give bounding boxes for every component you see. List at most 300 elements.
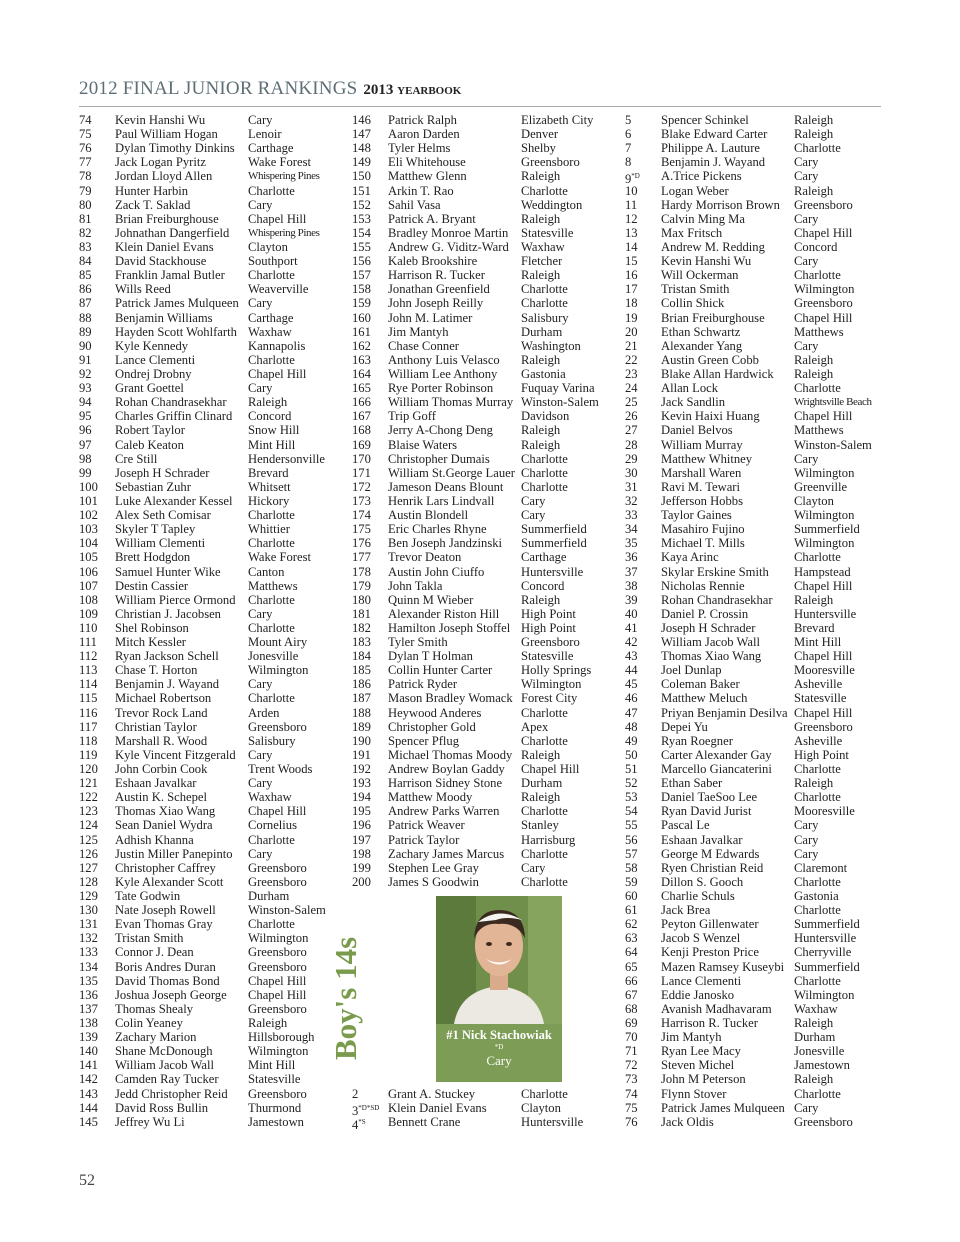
header-rule bbox=[79, 106, 881, 107]
player-city: Carthage bbox=[248, 310, 294, 325]
rank-number: 65 bbox=[625, 959, 638, 974]
player-city: Chapel Hill bbox=[248, 973, 307, 988]
player-city: Cary bbox=[521, 493, 546, 508]
player-city: Durham bbox=[248, 889, 290, 904]
player-name: Blaise Waters bbox=[388, 437, 458, 452]
player-city: Charlotte bbox=[794, 141, 841, 156]
player-name: John M Peterson bbox=[661, 1072, 746, 1087]
player-city: Charlotte bbox=[794, 268, 841, 283]
player-city: Charlotte bbox=[248, 917, 295, 932]
player-city: Whitsett bbox=[248, 479, 291, 494]
player-name: Klein Daniel Evans bbox=[115, 239, 214, 254]
player-city: Waxhaw bbox=[521, 239, 565, 254]
player-name: David Thomas Bond bbox=[115, 973, 220, 988]
player-city: Charlotte bbox=[248, 620, 295, 635]
player-name: Calvin Ming Ma bbox=[661, 211, 745, 226]
player-name: Jeffrey Wu Li bbox=[115, 1114, 185, 1129]
player-city: Charlotte bbox=[248, 691, 295, 706]
rank-number: 44 bbox=[625, 663, 638, 678]
player-city: Cary bbox=[248, 113, 273, 127]
player-city: Raleigh bbox=[794, 1072, 834, 1087]
rank-number: 178 bbox=[352, 564, 371, 579]
player-city: Chapel Hill bbox=[794, 705, 853, 720]
player-city: Cary bbox=[248, 776, 273, 791]
player-name: Colin Yeaney bbox=[115, 1016, 183, 1030]
rank-number: 56 bbox=[625, 832, 638, 847]
player-name: Alex Seth Comisar bbox=[115, 508, 211, 523]
player-name: Christopher Caffrey bbox=[115, 860, 216, 875]
player-city: Durham bbox=[794, 1030, 836, 1045]
rank-number: 124 bbox=[79, 818, 98, 833]
player-city: Cary bbox=[248, 677, 273, 692]
player-name: Marcello Giancaterini bbox=[661, 762, 772, 777]
rank-number: 130 bbox=[79, 903, 98, 918]
player-city: Wilmington bbox=[794, 508, 855, 523]
rank-number: 137 bbox=[79, 1001, 98, 1016]
player-city: Apex bbox=[521, 719, 549, 734]
rank-number: 72 bbox=[625, 1058, 638, 1073]
player-city: Winston-Salem bbox=[521, 395, 599, 410]
player-city: Charlotte bbox=[248, 352, 295, 367]
player-name: Rohan Chandrasekhar bbox=[661, 592, 773, 607]
player-city: Statesville bbox=[521, 649, 574, 664]
player-name: Jack Oldis bbox=[661, 1114, 714, 1129]
player-name: Eric Charles Rhyne bbox=[388, 522, 487, 537]
player-city: High Point bbox=[521, 620, 576, 635]
rank-number: 78 bbox=[79, 169, 92, 184]
rank-number: 194 bbox=[352, 790, 371, 805]
player-city: Waxhaw bbox=[794, 1001, 838, 1016]
player-name: Franklin Jamal Butler bbox=[115, 268, 225, 283]
rank-number: 193 bbox=[352, 776, 371, 791]
player-city: Charlotte bbox=[794, 381, 841, 396]
player-name: Mazen Ramsey Kuseybi bbox=[661, 959, 785, 974]
player-city: Charlotte bbox=[794, 790, 841, 805]
rank-number: 111 bbox=[79, 635, 97, 650]
player-city: Concord bbox=[248, 409, 292, 424]
rank-number: 149 bbox=[352, 155, 371, 170]
rank-number: 166 bbox=[352, 395, 371, 410]
player-city: Charlotte bbox=[248, 832, 295, 847]
rank-number: 142 bbox=[79, 1072, 98, 1087]
player-name: Lance Clementi bbox=[115, 352, 196, 367]
rank-number: 187 bbox=[352, 691, 371, 706]
player-city: Statesville bbox=[248, 1072, 301, 1087]
player-city: Charlotte bbox=[521, 451, 568, 466]
rank-number: 167 bbox=[352, 409, 371, 424]
rank-number: 172 bbox=[352, 479, 371, 494]
player-name: Jacob S Wenzel bbox=[661, 931, 741, 946]
player-city: Charlotte bbox=[521, 1087, 568, 1101]
player-name: Patrick Weaver bbox=[388, 818, 465, 833]
player-name: Taylor Gaines bbox=[661, 508, 732, 523]
rank-number: 126 bbox=[79, 846, 98, 861]
rank-number: 125 bbox=[79, 832, 98, 847]
player-city: Chapel Hill bbox=[794, 578, 853, 593]
player-name: Cre Still bbox=[115, 451, 158, 466]
player-name: Patrick Ryder bbox=[388, 677, 458, 692]
rank-number: 28 bbox=[625, 437, 638, 452]
player-city: Raleigh bbox=[521, 437, 561, 452]
rank-number: 191 bbox=[352, 747, 371, 762]
rank-number: 186 bbox=[352, 677, 371, 692]
player-city: Charlotte bbox=[248, 183, 295, 198]
player-name: Logan Weber bbox=[661, 183, 729, 198]
player-name: Bennett Crane bbox=[388, 1115, 461, 1130]
player-city: Denver bbox=[521, 127, 559, 142]
rank-number: 146 bbox=[352, 113, 371, 127]
rank-number: 171 bbox=[352, 465, 371, 480]
rank-number: 139 bbox=[79, 1030, 98, 1045]
page-header bbox=[79, 78, 461, 100]
player-name: Allan Lock bbox=[661, 381, 719, 396]
player-name: Eli Whitehouse bbox=[388, 155, 466, 170]
rank-number: 37 bbox=[625, 564, 638, 579]
player-name: Patrick A. Bryant bbox=[388, 211, 476, 226]
rank-number: 25 bbox=[625, 395, 638, 410]
rank-number: 123 bbox=[79, 804, 98, 819]
player-name: Blake Allan Hardwick bbox=[661, 366, 774, 381]
player-city: Salisbury bbox=[248, 733, 296, 748]
player-name: Chase Conner bbox=[388, 338, 459, 353]
rank-number: $4^{*S}$ bbox=[352, 1118, 366, 1133]
player-name: Spencer Schinkel bbox=[661, 113, 749, 127]
rank-number: 131 bbox=[79, 917, 98, 932]
player-name: Robert Taylor bbox=[115, 423, 185, 438]
player-city: Chapel Hill bbox=[794, 310, 853, 325]
rank-number: 12 bbox=[625, 211, 638, 226]
player-city: Fletcher bbox=[521, 254, 563, 269]
player-city: Concord bbox=[521, 578, 565, 593]
player-city: Wilmington bbox=[521, 677, 582, 692]
rank-number: 135 bbox=[79, 973, 98, 988]
player-name: Jameson Deans Blount bbox=[388, 479, 504, 494]
rank-seed-note: *D*SD bbox=[358, 1104, 380, 1113]
rank-number: 76 bbox=[79, 141, 92, 156]
rank-number: 22 bbox=[625, 352, 638, 367]
player-city: Trent Woods bbox=[248, 762, 313, 777]
player-city: Huntersville bbox=[521, 1115, 584, 1130]
player-name: Jack Sandlin bbox=[661, 395, 726, 410]
player-city: Washington bbox=[521, 338, 581, 353]
player-name: Austin K. Schepel bbox=[115, 790, 207, 805]
rank-number: 27 bbox=[625, 423, 638, 438]
player-name: John Corbin Cook bbox=[115, 762, 208, 777]
rank-number: 85 bbox=[79, 268, 92, 283]
player-name: Wills Reed bbox=[115, 282, 171, 297]
player-city: Stanley bbox=[521, 818, 559, 833]
player-name: Anthony Luis Velasco bbox=[388, 352, 500, 367]
player-city: Hillsborough bbox=[248, 1030, 315, 1045]
rank-number: $3^{*D*SD}$ bbox=[352, 1104, 380, 1119]
player-name: Mitch Kessler bbox=[115, 635, 186, 650]
rank-number: 154 bbox=[352, 225, 371, 240]
player-name: Steven Michel bbox=[661, 1058, 735, 1073]
rank-number: 82 bbox=[79, 225, 92, 240]
player-city: Cherryville bbox=[794, 945, 852, 960]
rank-number: 50 bbox=[625, 747, 638, 762]
player-name: Kyle Kennedy bbox=[115, 338, 189, 353]
player-city: Charlotte bbox=[521, 479, 568, 494]
player-name: Benjamin J. Wayand bbox=[661, 155, 766, 170]
player-name: Trevor Deaton bbox=[388, 550, 462, 565]
player-city: Charlotte bbox=[248, 508, 295, 523]
player-city: Whispering Pines bbox=[248, 170, 320, 183]
rank-number: 160 bbox=[352, 310, 371, 325]
player-name: Grant Goettel bbox=[115, 381, 184, 396]
player-city: Carthage bbox=[521, 550, 567, 565]
player-city: Wilmington bbox=[248, 1044, 309, 1059]
player-name: William Pierce Ormond bbox=[115, 592, 236, 607]
player-name: Sahil Vasa bbox=[388, 197, 441, 212]
player-city: Wilmington bbox=[248, 931, 309, 946]
player-name: Max Fritsch bbox=[661, 225, 723, 240]
rank-number: 175 bbox=[352, 522, 371, 537]
player-name: William Jacob Wall bbox=[661, 635, 760, 650]
player-name: Depei Yu bbox=[661, 719, 708, 734]
player-city: Chapel Hill bbox=[248, 366, 307, 381]
player-city: Cary bbox=[794, 338, 819, 353]
rank-number: 174 bbox=[352, 508, 371, 523]
player-city: Summerfield bbox=[521, 522, 587, 537]
rank-number: 163 bbox=[352, 352, 371, 367]
player-city: Charlotte bbox=[521, 846, 568, 861]
player-name: Zack T. Saklad bbox=[115, 197, 191, 212]
player-name: William Murray bbox=[661, 437, 743, 452]
player-name: Stephen Lee Gray bbox=[388, 860, 479, 875]
player-city: Summerfield bbox=[794, 917, 860, 932]
player-city: Summerfield bbox=[794, 959, 860, 974]
player-name: Tate Godwin bbox=[115, 889, 181, 904]
rank-number: 49 bbox=[625, 733, 638, 748]
player-name: Ryan David Jurist bbox=[661, 804, 752, 819]
rank-number: 69 bbox=[625, 1016, 638, 1030]
rank-number: 73 bbox=[625, 1072, 638, 1087]
rank-number: 190 bbox=[352, 733, 371, 748]
player-name: Ravi M. Tewari bbox=[661, 479, 740, 494]
rank-number: 198 bbox=[352, 846, 371, 861]
rank-number: 98 bbox=[79, 451, 92, 466]
player-name: Skylar Erskine Smith bbox=[661, 564, 769, 579]
player-city: Wake Forest bbox=[248, 155, 311, 170]
player-name: Klein Daniel Evans bbox=[388, 1101, 487, 1116]
rank-number: 54 bbox=[625, 804, 638, 819]
player-name: Jefferson Hobbs bbox=[661, 493, 743, 508]
player-name: Ethan Schwartz bbox=[661, 324, 741, 339]
rank-number: 122 bbox=[79, 790, 98, 805]
rank-number: 13 bbox=[625, 225, 638, 240]
player-name: Tyler Helms bbox=[388, 141, 451, 156]
player-name: Rye Porter Robinson bbox=[388, 381, 494, 396]
rank-number: 75 bbox=[625, 1100, 638, 1115]
player-city: Greensboro bbox=[248, 1001, 307, 1016]
rank-number: 168 bbox=[352, 423, 371, 438]
rank-number: 114 bbox=[79, 677, 98, 692]
player-name: Blake Edward Carter bbox=[661, 127, 768, 142]
rank-number: 133 bbox=[79, 945, 98, 960]
photo-caption-name: #1 Nick Stachowiak bbox=[446, 1028, 552, 1042]
player-city: Raleigh bbox=[248, 395, 288, 410]
player-name: Carter Alexander Gay bbox=[661, 747, 772, 762]
rank-number: 101 bbox=[79, 493, 98, 508]
rank-number: 24 bbox=[625, 381, 638, 396]
player-city: Raleigh bbox=[248, 1016, 288, 1030]
player-name: Hardy Morrison Brown bbox=[661, 197, 780, 212]
player-name: Patrick Ralph bbox=[388, 113, 457, 127]
player-name: John Takla bbox=[388, 578, 443, 593]
player-city: Wilmington bbox=[794, 282, 855, 297]
player-name: Hayden Scott Wohlfarth bbox=[115, 324, 237, 339]
player-name: Nicholas Rennie bbox=[661, 578, 745, 593]
rank-number: 115 bbox=[79, 691, 98, 706]
player-city: Clayton bbox=[248, 239, 288, 254]
rank-number: 67 bbox=[625, 987, 638, 1002]
player-city: Charlotte bbox=[248, 592, 295, 607]
player-city: Jonesville bbox=[248, 649, 299, 664]
player-city: Greenville bbox=[794, 479, 848, 494]
player-city: Clayton bbox=[521, 1101, 561, 1116]
player-city: Claremont bbox=[794, 860, 848, 875]
player-name: Priyan Benjamin Desilva bbox=[661, 705, 788, 720]
player-city: Greensboro bbox=[794, 719, 853, 734]
rank-number: 179 bbox=[352, 578, 371, 593]
player-city: Fuquay Varina bbox=[521, 381, 595, 396]
player-name: Marshall Waren bbox=[661, 465, 742, 480]
header-title: 2012 FINAL JUNIOR RANKINGS bbox=[79, 78, 358, 99]
rank-number: 97 bbox=[79, 437, 92, 452]
player-city: Greensboro bbox=[248, 719, 307, 734]
player-city: Raleigh bbox=[521, 423, 561, 438]
player-city: Cary bbox=[248, 747, 273, 762]
player-name: Zachary James Marcus bbox=[388, 846, 505, 861]
player-city: Mount Airy bbox=[248, 635, 308, 650]
rank-number: 18 bbox=[625, 296, 638, 311]
player-city: Greensboro bbox=[248, 945, 307, 960]
player-name: Caleb Keaton bbox=[115, 437, 184, 452]
player-city: Raleigh bbox=[521, 268, 561, 283]
rank-number: 120 bbox=[79, 762, 98, 777]
rank-number: 55 bbox=[625, 818, 638, 833]
player-name: Jim Mantyh bbox=[388, 324, 449, 339]
player-city: Mint Hill bbox=[248, 437, 296, 452]
player-city: Raleigh bbox=[794, 113, 834, 127]
player-city: Huntersville bbox=[521, 564, 584, 579]
player-city: Charlotte bbox=[521, 804, 568, 819]
player-name: Jordan Lloyd Allen bbox=[115, 169, 213, 184]
rank-number: 23 bbox=[625, 366, 638, 381]
player-city: Greensboro bbox=[521, 635, 580, 650]
rank-number: 70 bbox=[625, 1030, 638, 1045]
player-city: Greensboro bbox=[248, 874, 307, 889]
player-city: Matthews bbox=[794, 324, 844, 339]
rank-number: $9^{*D}$ bbox=[625, 172, 640, 187]
player-city: Weddington bbox=[521, 197, 583, 212]
player-name: Nate Joseph Rowell bbox=[115, 903, 216, 918]
player-name: Brian Freiburghouse bbox=[661, 310, 765, 325]
rank-number: 105 bbox=[79, 550, 98, 565]
rank-number: 26 bbox=[625, 409, 638, 424]
rank-number: 86 bbox=[79, 282, 92, 297]
player-name: Thomas Xiao Wang bbox=[115, 804, 216, 819]
player-city: Raleigh bbox=[794, 776, 834, 791]
rank-number: 20 bbox=[625, 324, 638, 339]
player-city: Harrisburg bbox=[521, 832, 576, 847]
rank-number: 38 bbox=[625, 578, 638, 593]
rank-number: 66 bbox=[625, 973, 638, 988]
player-city: Greensboro bbox=[248, 1086, 307, 1101]
player-city: Winston-Salem bbox=[248, 903, 326, 918]
player-name: Avanish Madhavaram bbox=[661, 1001, 772, 1016]
rank-number: 169 bbox=[352, 437, 371, 452]
player-city: High Point bbox=[521, 606, 576, 621]
player-city: Cary bbox=[521, 508, 546, 523]
player-name: Benjamin Williams bbox=[115, 310, 213, 325]
player-city: Cary bbox=[248, 296, 273, 311]
rank-number: 64 bbox=[625, 945, 638, 960]
rank-number: 15 bbox=[625, 254, 638, 269]
player-city: Holly Springs bbox=[521, 663, 592, 678]
player-city: Cornelius bbox=[248, 818, 297, 833]
rank-number: 107 bbox=[79, 578, 98, 593]
player-city: Greensboro bbox=[794, 1114, 853, 1129]
player-city: Greensboro bbox=[248, 860, 307, 875]
rank-number: 19 bbox=[625, 310, 638, 325]
player-city: Mooresville bbox=[794, 663, 855, 678]
player-city: Winston-Salem bbox=[794, 437, 872, 452]
player-city: Chapel Hill bbox=[794, 409, 853, 424]
rank-number: 41 bbox=[625, 620, 638, 635]
player-city: Raleigh bbox=[794, 1016, 834, 1030]
player-name: Ethan Saber bbox=[661, 776, 723, 791]
player-name: Tyler Smith bbox=[388, 635, 448, 650]
player-name: Quinn M Wieber bbox=[388, 592, 474, 607]
rank-number: 60 bbox=[625, 889, 638, 904]
player-name: Camden Ray Tucker bbox=[115, 1072, 219, 1087]
rank-number: 79 bbox=[79, 183, 92, 198]
player-city: Cary bbox=[794, 254, 819, 269]
player-name: Kaleb Brookshire bbox=[388, 254, 478, 269]
player-name: Lance Clementi bbox=[661, 973, 742, 988]
photo-caption-seed: *D bbox=[494, 1043, 504, 1051]
player-name: Tristan Smith bbox=[115, 931, 184, 946]
rank-number: 180 bbox=[352, 592, 371, 607]
rank-number: 100 bbox=[79, 479, 98, 494]
player-city: Weaverville bbox=[248, 282, 309, 297]
player-city: Jamestown bbox=[794, 1058, 850, 1073]
player-name: Paul William Hogan bbox=[115, 127, 218, 142]
rank-number: 94 bbox=[79, 395, 92, 410]
player-city: Mooresville bbox=[794, 804, 855, 819]
rank-number: 148 bbox=[352, 141, 371, 156]
photo-caption-city: Cary bbox=[486, 1053, 512, 1068]
player-city: Elizabeth City bbox=[521, 113, 594, 127]
player-name: Tristan Smith bbox=[661, 282, 730, 297]
player-city: Brevard bbox=[248, 465, 289, 480]
player-name: Benjamin J. Wayand bbox=[115, 677, 220, 692]
player-name: Charlie Schuls bbox=[661, 889, 735, 904]
rank-number: 116 bbox=[79, 705, 98, 720]
rank-number: 144 bbox=[79, 1100, 98, 1115]
rank-number: 181 bbox=[352, 606, 371, 621]
rank-number: 151 bbox=[352, 183, 371, 198]
player-city: Thurmond bbox=[248, 1100, 302, 1115]
rank-number: 52 bbox=[625, 776, 638, 791]
player-city: Durham bbox=[521, 776, 563, 791]
player-city: Cary bbox=[794, 1100, 819, 1115]
player-name: Bradley Monroe Martin bbox=[388, 225, 509, 240]
player-city: Cary bbox=[521, 860, 546, 875]
rank-number: 192 bbox=[352, 762, 371, 777]
